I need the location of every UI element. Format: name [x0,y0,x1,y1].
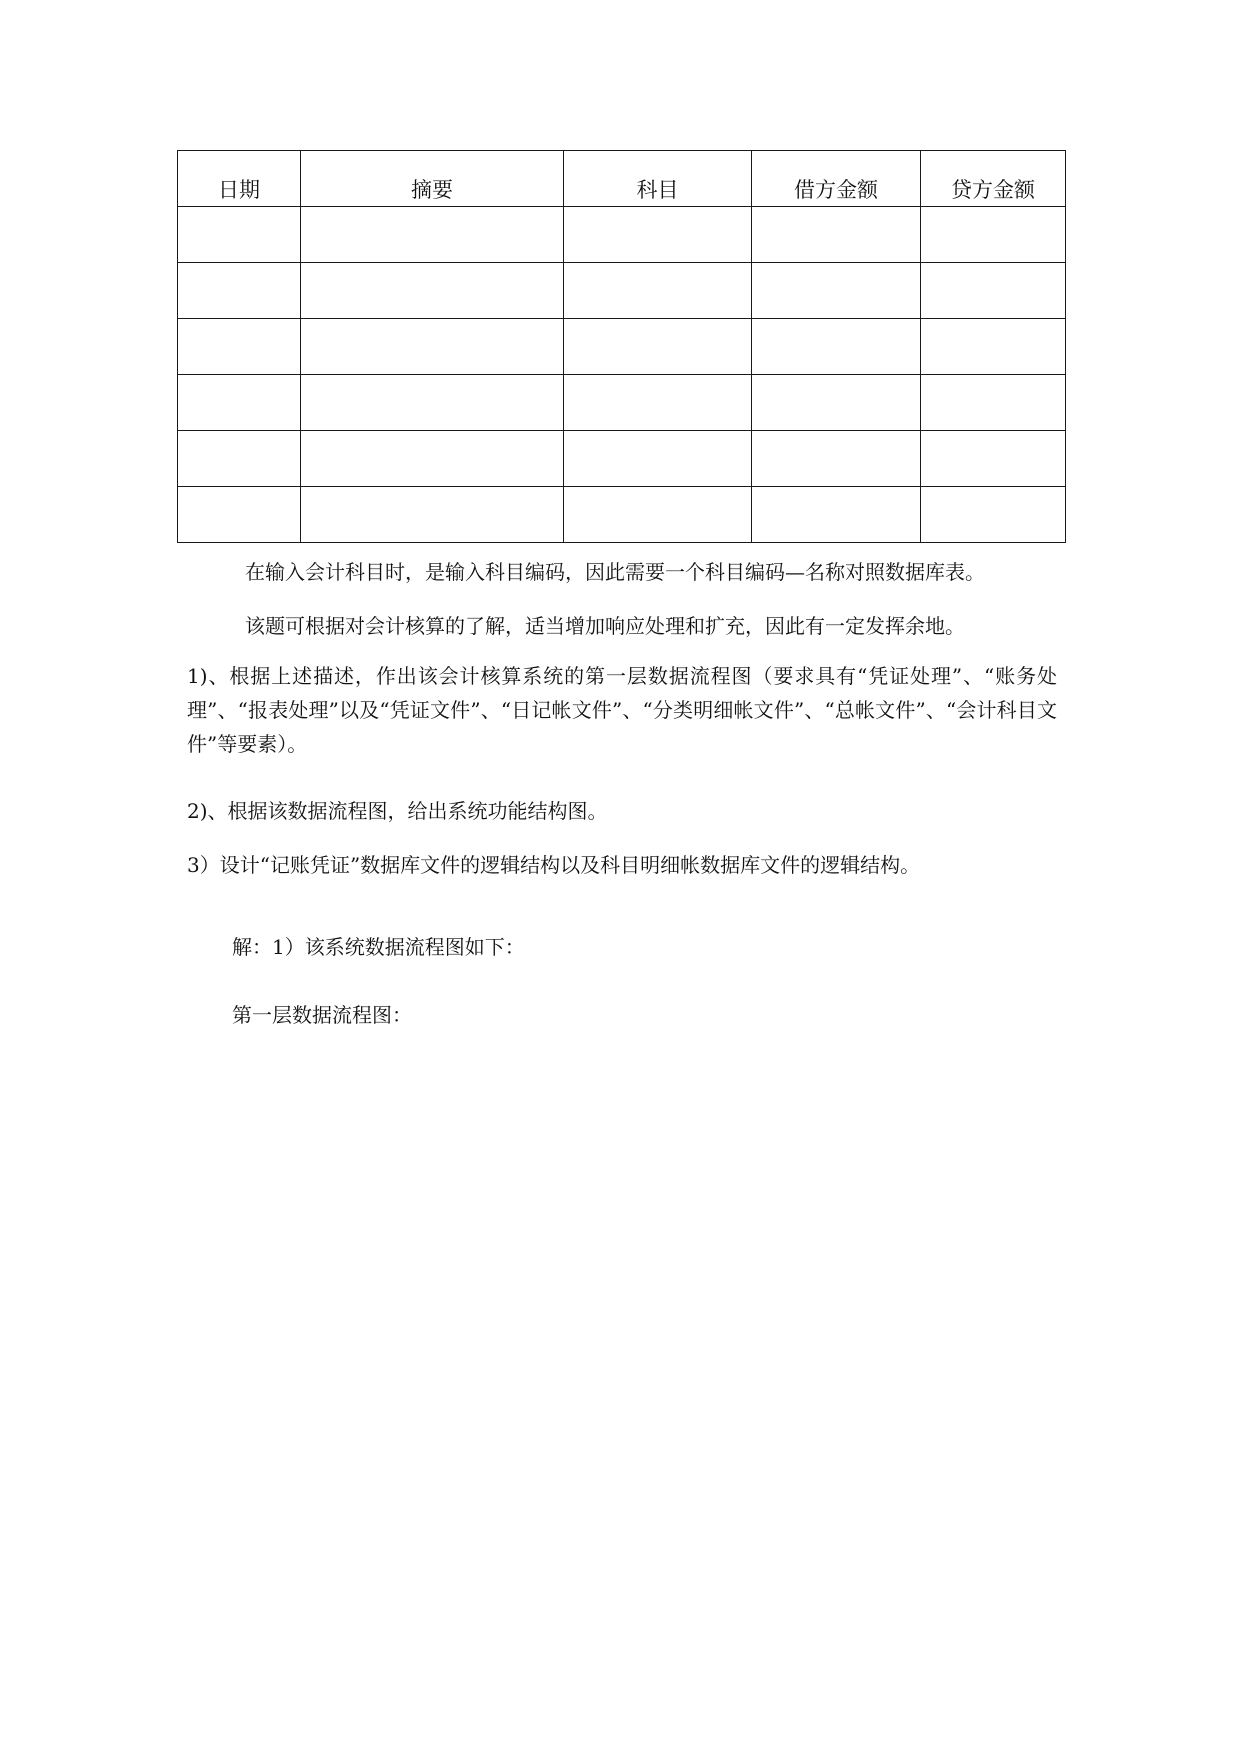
table-cell [564,207,752,263]
question-3: 3）设计“记账凭证”数据库文件的逻辑结构以及科目明细帐数据库文件的逻辑结构。 [187,853,921,877]
table-row [178,487,1066,543]
voucher-table [177,150,1066,543]
table-cell [921,431,1066,487]
table-cell [752,263,921,319]
header-credit: 贷方金额 [921,151,1066,207]
table-cell [178,319,301,375]
table-cell [178,487,301,543]
table-cell [752,319,921,375]
table-cell [921,263,1066,319]
table-cell [921,487,1066,543]
table-cell [178,207,301,263]
table-cell [752,487,921,543]
table-cell [752,207,921,263]
table-cell [301,319,564,375]
header-account: 科目 [564,151,752,207]
table-cell [178,431,301,487]
table-cell [564,431,752,487]
table-cell [178,263,301,319]
table-header-row [178,151,1066,207]
table-cell [564,263,752,319]
question-1: 1)、根据上述描述，作出该会计核算系统的第一层数据流程图（要求具有“凭证处理”、“账务处理”、“报表处理”以及“凭证文件”、“日记帐文件”、“分类明细帐文件”、“总帐文件”、“会计科目文件”等要素）。 [187,664,1057,756]
table-cell [301,263,564,319]
table-cell [564,487,752,543]
table-cell [178,375,301,431]
paragraph-extension-note: 该题可根据对会计核算的了解，适当增加响应处理和扩充，因此有一定发挥余地。 [245,614,965,638]
table-cell [564,375,752,431]
table-cell [301,375,564,431]
table-cell [301,207,564,263]
header-summary: 摘要 [301,151,564,207]
table-row [178,319,1066,375]
table-cell [921,375,1066,431]
paragraph-account-code-note: 在输入会计科目时，是输入科目编码，因此需要一个科目编码—名称对照数据库表。 [245,560,985,584]
table-cell [564,319,752,375]
table-cell [752,431,921,487]
table-row [178,263,1066,319]
header-date: 日期 [178,151,301,207]
table-cell [921,319,1066,375]
header-debit: 借方金额 [752,151,921,207]
table-cell [301,487,564,543]
table-row [178,207,1066,263]
table-cell [921,207,1066,263]
table-cell [301,431,564,487]
table-cell [752,375,921,431]
question-2: 2)、根据该数据流程图，给出系统功能结构图。 [187,799,608,823]
table-row [178,431,1066,487]
answer-intro: 解：1）该系统数据流程图如下： [232,935,525,959]
table-row [178,375,1066,431]
answer-level1-dfd-heading: 第一层数据流程图： [232,1003,412,1027]
